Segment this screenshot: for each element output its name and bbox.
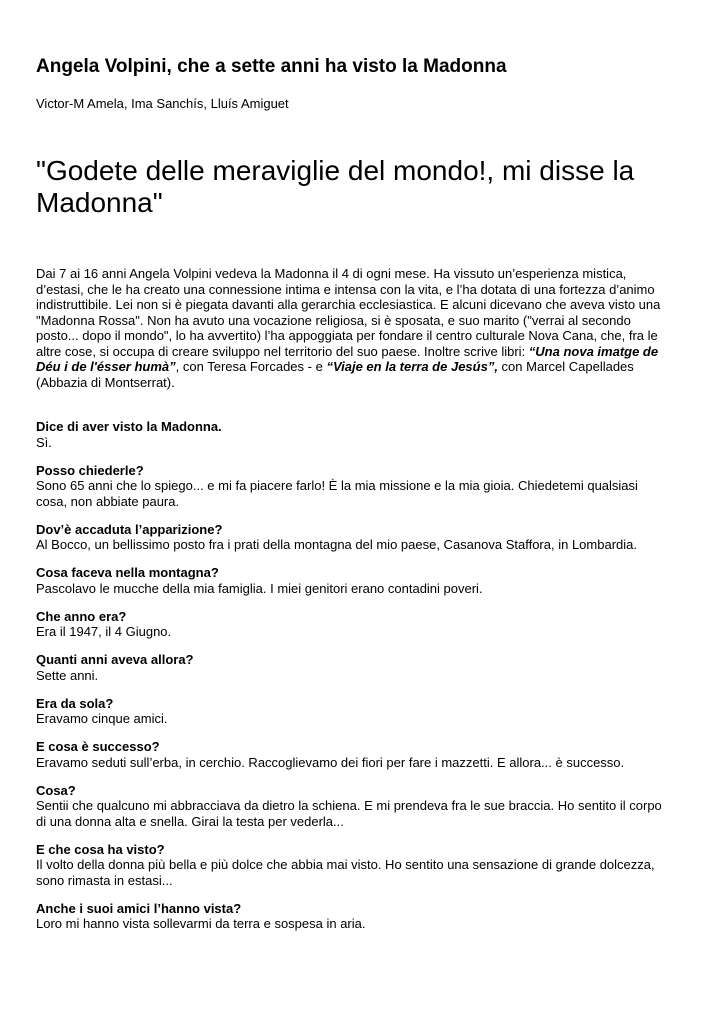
qa-item	[36, 522, 666, 553]
question: Dice di aver visto la Madonna.	[36, 419, 222, 434]
qa-item	[36, 565, 666, 596]
question: Anche i suoi amici l’hanno vista?	[36, 900, 242, 916]
qa-item	[36, 842, 666, 889]
answer: Eravamo cinque amici.	[36, 711, 168, 726]
question: Cosa faceva nella montagna?	[36, 565, 219, 580]
article-intro	[36, 266, 666, 390]
qa-item	[36, 463, 666, 510]
answer: Sentii che qualcuno mi abbracciava da dietro la schiena. E mi prendeva fra le sue braccia. Ho sentito il corpo di una donna alta e snella. Girai la testa per vederla...	[36, 798, 662, 829]
question: E che cosa ha visto?	[36, 841, 165, 857]
qa-item	[36, 419, 666, 450]
qa-item	[36, 783, 666, 830]
qa-item	[36, 652, 666, 683]
question: Quanti anni aveva allora?	[36, 652, 194, 667]
intro-text-1: Dai 7 ai 16 anni Angela Volpini vedeva la Madonna il 4 di ogni mese. Ha vissuto un’esperienza mistica, d’estasi, che le ha creato una connessione intima e intensa con la vita, e l’ha dotata di una fortezza d’animo indistruttibile. Lei non si è piegata davanti alla gerarchia ecclesiastica. E alcuni dicevano che aveva visto una "Madonna Rossa". Non ha avuto una vocazione religiosa, si è sposata, e suo marito ("verrai al secondo posto... dopo il mondo", lo ha avvertito) l’ha appoggiata per fondare il centro culturale Nova Cana, che, fra le altre cose, si occupa di creare sviluppo nel territorio del suo paese. Inoltre scrive libri:	[36, 266, 661, 359]
article-authors: Victor-M Amela, Ima Sanchís, Lluís Amiguet	[36, 96, 289, 111]
question: Era da sola?	[36, 695, 114, 711]
answer: Loro mi hanno vista sollevarmi da terra e sospesa in aria.	[36, 916, 366, 931]
article-headline: "Godete delle meraviglie del mondo!, mi disse la Madonna"	[36, 155, 635, 218]
answer: Pascolavo le mucche della mia famiglia. I miei genitori erano contadini poveri.	[36, 580, 483, 596]
answer: Eravamo seduti sull’erba, in cerchio. Raccoglievamo dei fiori per fare i mazzetti. E allora... è successo.	[36, 754, 625, 770]
answer: Sono 65 anni che lo spiego... e mi fa piacere farlo! È la mia missione e la mia gioia. Chiedetemi qualsiasi cosa, non abbiate paura.	[36, 478, 638, 509]
answer: Il volto della donna più bella e più dolce che abbia mai visto. Ho sentito una sensazione di grande dolcezza, sono rimasta in estasi...	[36, 857, 655, 888]
intro-text-3: con Marcel Capellades (Abbazia di Montserrat).	[36, 359, 634, 390]
book-title-2: “Viaje en la terra de Jesús”,	[326, 359, 498, 374]
article-title: Angela Volpini, che a sette anni ha visto la Madonna	[36, 56, 507, 77]
intro-text-2: , con Teresa Forcades - e	[175, 359, 327, 374]
qa-item	[36, 739, 666, 770]
question: Posso chiederle?	[36, 462, 144, 478]
interview-qa-list	[36, 419, 666, 944]
answer: Sì.	[36, 434, 52, 450]
answer: Sette anni.	[36, 667, 99, 683]
qa-item	[36, 696, 666, 727]
question: Cosa?	[36, 782, 76, 798]
question: E cosa è successo?	[36, 739, 160, 754]
question: Che anno era?	[36, 608, 127, 624]
book-title-1: “Una nova imatge de Déu i de l'ésser humà”	[36, 343, 659, 374]
answer: Era il 1947, il 4 Giugno.	[36, 624, 172, 639]
question: Dov’è accaduta l’apparizione?	[36, 521, 223, 537]
qa-item	[36, 609, 666, 640]
answer: Al Bocco, un bellissimo posto fra i prati della montagna del mio paese, Casanova Staffora, in Lombardia.	[36, 537, 637, 552]
qa-item	[36, 901, 666, 932]
